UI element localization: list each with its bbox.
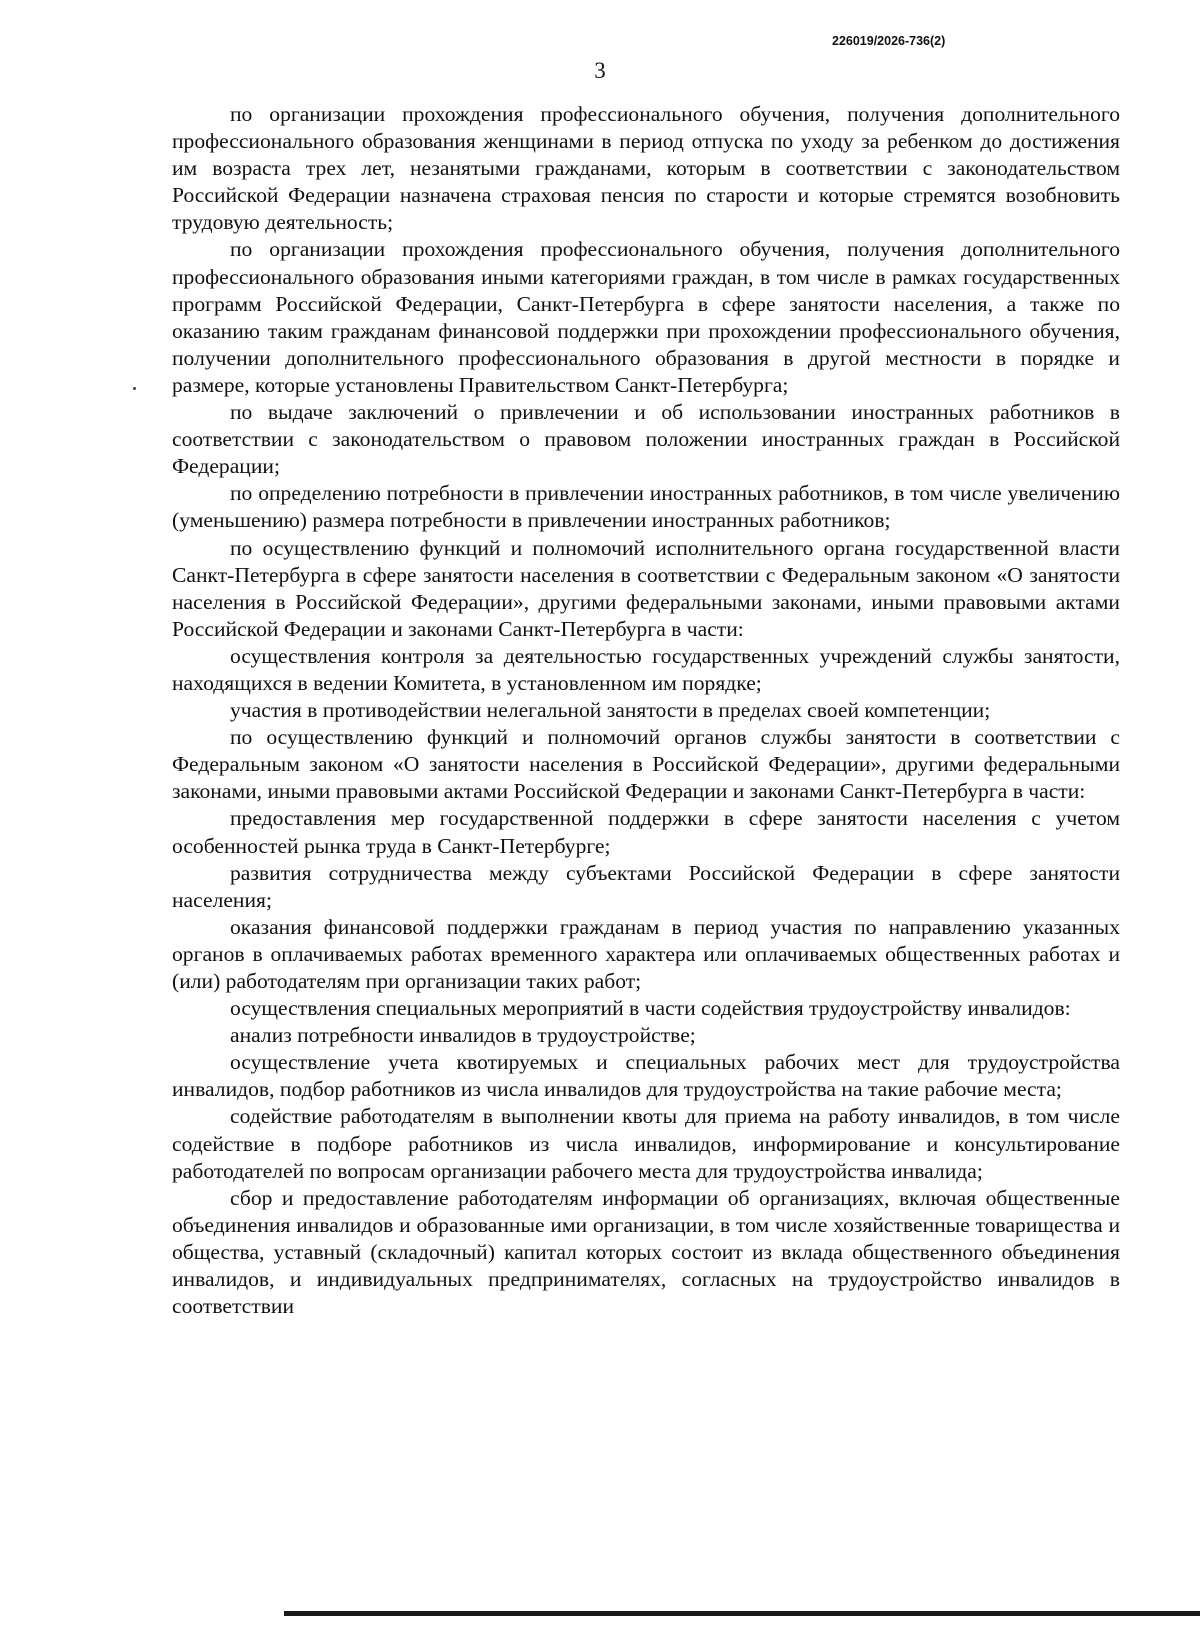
paragraph: по осуществлению функций и полномочий органов службы занятости в соответствии с Федеральным законом «О занятости населения в Российской Федерации», другими федеральными законами, иными правовыми актами Российской Федерации и законами Санкт-Петербурга в части: xyxy=(172,725,1120,804)
paragraph: осуществления контроля за деятельностью государственных учреждений службы занятости, находящихся в ведении Комитета, в установленном им порядке; xyxy=(172,643,1120,695)
paragraph: развития сотрудничества между субъектами Российской Федерации в сфере занятости населения; xyxy=(172,860,1120,912)
scan-edge-line xyxy=(284,1611,1200,1616)
paragraph: по организации прохождения профессионального обучения, получения дополнительного профессионального образования женщинами в период отпуска по уходу за ребенком до достижения им возраста трех лет, незанятыми гражданами, которым в соответствии с законодательством Российской Федерации назначена страховая пенсия по старости и которые стремятся возобновить трудовую деятельность; xyxy=(172,102,1120,235)
paragraph: по осуществлению функций и полномочий исполнительного органа государственной власти Санкт-Петербурга в сфере занятости населения в соответствии с Федеральным законом «О занятости населения в Российской Федерации», другими федеральными законами, иными правовыми актами Российской Федерации и законами Санкт-Петербурга в части: xyxy=(172,535,1120,641)
paragraph: по определению потребности в привлечении иностранных работников, в том числе увеличению (уменьшению) размера потребности в привлечении иностранных работников; xyxy=(172,481,1120,533)
paragraph: осуществление учета квотируемых и специальных рабочих мест для трудоустройства инвалидов, подбор работников из числа инвалидов для трудоустройства на такие рабочие места; xyxy=(172,1050,1120,1102)
paragraph: предоставления мер государственной поддержки в сфере занятости населения с учетом особенностей рынка труда в Санкт-Петербурге; xyxy=(172,806,1120,858)
paragraph: осуществления специальных мероприятий в части содействия трудоустройству инвалидов: xyxy=(230,996,1071,1021)
scan-speck xyxy=(133,387,136,390)
paragraph: сбор и предоставление работодателям информации об организациях, включая общественные объединения инвалидов и образованные ими организации, в том числе хозяйственные товарищества и общества, уставный (складочный) капитал которых состоит из вклада общественного объединения инвалидов, и индивидуальных предпринимателях, согласных на трудоустройство инвалидов в соответствии xyxy=(172,1185,1120,1319)
document-body xyxy=(172,101,1120,1320)
paragraph: по выдаче заключений о привлечении и об использовании иностранных работников в соответствии с законодательством о правовом положении иностранных граждан в Российской Федерации; xyxy=(172,400,1120,479)
paragraph: содействие работодателям в выполнении квоты для приема на работу инвалидов, в том числе содействие в подборе работников из числа инвалидов, информирование и консультирование работодателей по вопросам организации рабочего места для трудоустройства инвалида; xyxy=(172,1104,1120,1183)
paragraph: анализ потребности инвалидов в трудоустройстве; xyxy=(230,1023,696,1048)
paragraph: участия в противодействии нелегальной занятости в пределах своей компетенции; xyxy=(230,698,991,723)
document-id: 226019/2026-736(2) xyxy=(832,34,946,48)
paragraph: по организации прохождения профессионального обучения, получения дополнительного профессионального образования иными категориями граждан, в том числе в рамках государственных программ Российской Федерации, Санкт-Петербурга в сфере занятости населения, а также по оказанию таким гражданам финансовой поддержки при прохождении профессионального обучения, получении дополнительного профессионального образования в другой местности в порядке и размере, которые установлены Правительством Санкт-Петербурга; xyxy=(172,237,1120,397)
page-number: 3 xyxy=(594,58,606,83)
paragraph: оказания финансовой поддержки гражданам в период участия по направлению указанных органов в оплачиваемых работах временного характера или оплачиваемых общественных работах и (или) работодателям при организации таких работ; xyxy=(172,914,1120,993)
